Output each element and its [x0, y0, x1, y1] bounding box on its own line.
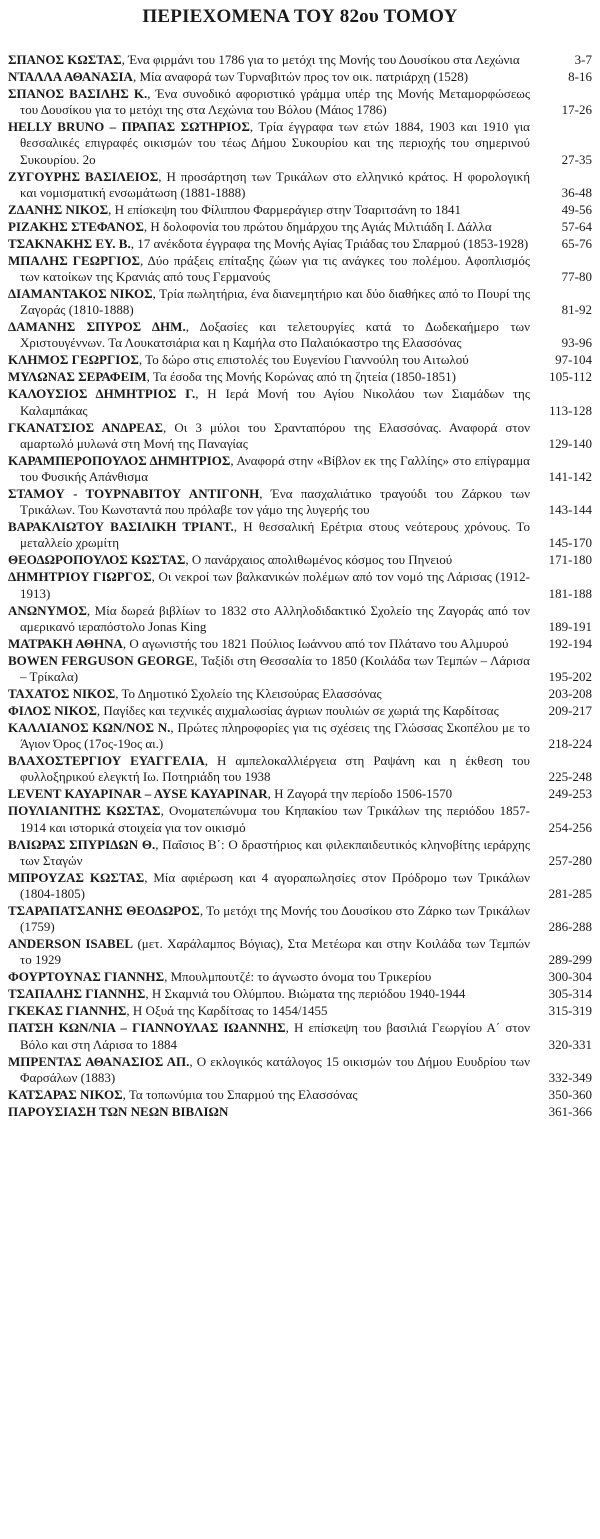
entry-title: , Οι νεκροί των βαλκανικών πολέμων από τον νομό της Λάρισας (1912-1913)	[20, 569, 530, 601]
toc-entry	[8, 969, 592, 985]
entry-pages: 145-170	[548, 535, 592, 551]
entry-title: , Ο αγωνιστής του 1821 Πούλιος Ιωάννου από τον Πλάτανο του Αλμυρού	[122, 635, 509, 651]
entry-author: ΚΑΤΣΑΡΑΣ ΝΙΚΟΣ	[8, 1086, 123, 1102]
entry-title: , Το μετόχι της Μονής του Δουσίκου στο Ζάρκο των Τρικάλων (1759)	[20, 903, 530, 935]
entry-pages: 300-304	[548, 969, 592, 985]
toc-entry	[8, 386, 592, 418]
toc-entry	[8, 903, 592, 935]
entry-title: , Δύο πράξεις επίταξης ζώων για τις ανάγκες του πολέμου. Αφοπλισμός των κατοίκων της Κρανιάς από τους Γερμανούς	[20, 252, 531, 285]
entry-pages: 171-180	[548, 552, 592, 568]
entry-author: ΚΑΛΛΙΑΝΟΣ ΚΩΝ/ΝΟΣ Ν.	[8, 720, 171, 736]
entry-title: , Η Ιερά Μονή του Αγίου Νικολάου των Σιαμάδων της Καλαμπάκας	[20, 386, 530, 418]
toc-entry	[8, 753, 592, 785]
toc-entry	[8, 552, 592, 568]
entry-title: , Ο πανάρχαιος απολιθωμένος κόσμος του Πηνειού	[185, 552, 453, 568]
entry-pages: 81-92	[561, 302, 592, 318]
entry-pages: 3-7	[574, 52, 592, 67]
entry-title: , Ένα συνοδικό αφοριστικό γράμμα υπέρ της Μονής Μεταμορφώσεως του Δουσίκου για το μετόχι της στα Λεχώνια του Βόλου (Μάιος 1786)	[20, 86, 530, 118]
entry-pages: 315-319	[548, 1003, 592, 1019]
entry-title: , Ένα πασχαλιάτικο τραγούδι του Ζάρκου των Τρικάλων. Του Κωνσταντά που πρόλαβε τον γάμο της λυγερής του	[20, 486, 530, 518]
entry-author: ΠΟΥΛΙΑΝΙΤΗΣ ΚΩΣΤΑΣ	[8, 803, 161, 819]
entry-title: , Τα έσοδα της Μονής Κορώνας από τη ζητεία (1850-1851)	[146, 369, 456, 385]
toc-entry	[8, 319, 592, 351]
entry-pages: 113-128	[549, 402, 592, 418]
toc-entry	[8, 603, 592, 635]
entry-title: , Η αμπελοκαλλιέργεια στη Ραψάνη και η έκθεση του φυλλοξηρικού ελεγκτή Ιω. Ποτηριάδη του 1938	[20, 753, 530, 785]
toc-entry	[8, 837, 592, 869]
entry-title: , Μία αναφορά των Τυρναβιτών προς τον οικ. πατριάρχη (1528)	[132, 69, 469, 84]
entry-author: ΑΝΩΝΥΜΟΣ	[8, 602, 87, 618]
entry-author: ANDERSON ISABEL	[8, 936, 134, 952]
entry-title: , Η Ζαγορά την περίοδο 1506-1570	[267, 786, 453, 802]
entry-author: ΣΤΑΜΟΥ - ΤΟΥΡΝΑΒΙΤΟΥ ΑΝΤΙΓΟΝΗ	[8, 486, 260, 502]
toc-entry	[8, 720, 592, 752]
toc-entry	[8, 636, 592, 652]
toc-entry	[8, 870, 592, 902]
entry-title: , Ταξίδι στη Θεσσαλία το 1850 (Κοιλάδα των Τεμπών – Λάρισα – Τρίκαλα)	[20, 652, 530, 685]
entry-author: ΦΟΥΡΤΟΥΝΑΣ ΓΙΑΝΝΗΣ	[8, 969, 165, 985]
toc-entry	[8, 1087, 592, 1103]
entry-author: ΖΔΑΝΗΣ ΝΙΚΟΣ	[8, 201, 109, 217]
entry-title: , Ο εκλογικός κατάλογος 15 οικισμών του Δήμου Ευυδρίου των Φαρσάλων (1883)	[20, 1053, 530, 1085]
entry-author: ΚΑΛΟΥΣΙΟΣ ΔΗΜΗΤΡΙΟΣ Γ.	[8, 386, 196, 402]
entry-title: , Ένα φιρμάνι του 1786 για το μετόχι της Μονής του Δουσίκου στα Λεχώνια	[121, 52, 520, 67]
entry-author: ΔΑΜΑΝΗΣ ΣΠΥΡΟΣ ΔΗΜ.	[8, 319, 186, 335]
toc-entry	[8, 653, 592, 685]
entry-title: , Οι 3 μύλοι του Σρανταπόρου της Ελασσόνας. Αναφορά στον αμαρτωλό μυλωνά στη Μονή της Παναγίας	[20, 419, 530, 451]
entry-title: ΠΑΡΟΥΣΙΑΣΗ ΤΩΝ ΝΕΩΝ ΒΙΒΛΙΩΝ	[8, 1103, 229, 1119]
toc-entry	[8, 236, 592, 252]
entry-pages: 289-299	[548, 952, 592, 968]
entry-author: ΜΠΡΕΝΤΑΣ ΑΘΑΝΑΣΙΟΣ ΑΠ.	[8, 1053, 190, 1069]
entry-pages: 350-360	[548, 1086, 592, 1102]
toc-entry	[8, 686, 592, 702]
toc-entry	[8, 803, 592, 835]
toc-entry	[8, 286, 592, 318]
entry-title: , Τα τοπωνύμια του Σπαρμού της Ελασσόνας	[122, 1086, 358, 1102]
entry-author: ΔΗΜΗΤΡΙΟΥ ΓΙΩΡΓΟΣ	[8, 569, 152, 585]
entry-author: ΤΣΑΚΝΑΚΗΣ ΕΥ. Β.	[8, 235, 131, 251]
entry-author: ΒΑΡΑΚΛΙΩΤΟΥ ΒΑΣΙΛΙΚΗ ΤΡΙΑΝΤ.	[8, 519, 234, 535]
entry-author: ΜΥΛΩΝΑΣ ΣΕΡΑΦΕΙΜ	[8, 369, 147, 385]
toc-entry	[8, 486, 592, 518]
entry-author: ΜΑΤΡΑΚΗ ΑΘΗΝΑ	[8, 635, 123, 651]
entry-title: , Η δολοφονία του πρώτου δημάρχου της Αγιάς Μιλτιάδη Ι. Δάλλα	[143, 218, 492, 234]
entry-pages: 320-331	[548, 1036, 592, 1052]
entry-pages: 225-248	[548, 769, 592, 785]
toc-entry	[8, 936, 592, 968]
entry-pages: 65-76	[561, 235, 592, 251]
toc-entry	[8, 786, 592, 802]
entry-pages: 249-253	[548, 786, 592, 802]
toc-entry	[8, 119, 592, 168]
entry-pages: 203-208	[548, 686, 592, 702]
entry-title: , Η Οξυά της Καρδίτσας το 1454/1455	[126, 1003, 328, 1019]
toc-entry	[8, 202, 592, 218]
entry-pages: 181-188	[548, 585, 592, 601]
entry-title: , Το Δημοτικό Σχολείο της Κλεισούρας Ελασσόνας	[115, 686, 382, 702]
entry-author: ΤΣΑΡΑΠΑΤΣΑΝΗΣ ΘΕΟΔΩΡΟΣ	[8, 903, 200, 919]
entry-pages: 57-64	[561, 218, 592, 234]
entry-title: , Τρία έγγραφα των ετών 1884, 1903 και 1910 για θεσσαλικές επιγραφές οικισμών του τέως Δήμου Συκουρίου και της περιοχής του σημερινού Συκουρίου. 2ο	[20, 119, 530, 167]
toc-entry	[8, 52, 592, 68]
entry-pages: 254-256	[548, 819, 592, 835]
entry-title: (μετ. Χαράλαμπος Βόγιας), Στα Μετέωρα και στην Κοιλάδα των Τεμπών το 1929	[20, 936, 530, 968]
entry-pages: 17-26	[561, 102, 592, 118]
entry-author: ΜΠΡΟΥΖΑΣ ΚΩΣΤΑΣ	[8, 869, 145, 885]
entry-title: , Η επίσκεψη του βασιλιά Γεωργίου Α΄ στον Βόλο και στη Λάρισα το 1884	[20, 1020, 530, 1052]
entry-pages: 36-48	[561, 184, 592, 200]
entry-pages: 93-96	[561, 335, 592, 351]
entry-pages: 143-144	[548, 502, 592, 518]
entry-author: ΚΑΡΑΜΠΕΡΟΠΟΥΛΟΣ ΔΗΜΗΤΡΙΟΣ	[8, 452, 231, 468]
entry-title: , Πρώτες πληροφορίες για τις σχέσεις της Γλώσσας Σκοπέλου με το Άγιον Όρος (17ος-19ος αι.)	[20, 720, 530, 752]
entry-author: ΖΥΓΟΥΡΗΣ ΒΑΣΙΛΕΙΟΣ	[8, 168, 159, 184]
toc-entry	[8, 219, 592, 235]
entry-pages: 97-104	[555, 352, 592, 368]
entry-title: , 17 ανέκδοτα έγγραφα της Μονής Αγίας Τριάδας του Σπαρμού (1853-1928)	[130, 235, 529, 251]
toc-entry	[8, 169, 592, 201]
entry-title: , Παΐσιος Β΄: Ο δραστήριος και φιλεκπαιδευτικός κληνοβίτης ιεράρχης των Σταγών	[20, 836, 530, 868]
toc-entry	[8, 1054, 592, 1086]
entry-pages: 27-35	[561, 151, 592, 167]
table-of-contents	[8, 52, 592, 1121]
entry-title: , Μία αφιέρωση και 4 αγοραπωλησίες στον Πρόδρομο των Τρικάλων (1804-1805)	[20, 869, 530, 902]
entry-pages: 77-80	[561, 269, 592, 285]
entry-pages: 332-349	[548, 1069, 592, 1085]
entry-author: ΣΠΑΝΟΣ ΚΩΣΤΑΣ	[8, 52, 122, 67]
entry-author: ΔΙΑΜΑΝΤΑΚΟΣ ΝΙΚΟΣ	[8, 286, 153, 302]
entry-author: BOWEN FERGUSON GEORGE	[8, 652, 195, 668]
entry-title: , Η προσάρτηση των Τρικάλων στο ελληνικό κράτος. Η φορολογική και νομισματική ενσωμάτωση (1881-1888)	[20, 168, 530, 200]
entry-title: , Μία δωρεά βιβλίων το 1832 στο Αλληλοδιδακτικό Σχολείο της Ζαγοράς από τον αμερικανό ιεραπόστολο Jonas King	[20, 602, 530, 634]
entry-pages: 218-224	[548, 736, 592, 752]
toc-entry	[8, 420, 592, 452]
entry-author: ΚΛΗΜΟΣ ΓΕΩΡΓΙΟΣ	[8, 352, 139, 368]
entry-title: , Μπουλμπουτζέ: το άγνωστο όνομα του Τρικερίου	[164, 969, 432, 985]
entry-author: ΒΛΑΧΟΣΤΕΡΓΙΟΥ ΕΥΑΓΓΕΛΙΑ	[8, 753, 205, 769]
entry-pages: 105-112	[549, 369, 592, 385]
entry-title: , Το δώρο στις επιστολές του Ευγενίου Γιαννούλη του Αιτωλού	[138, 352, 469, 368]
toc-entry	[8, 253, 592, 285]
toc-entry	[8, 1020, 592, 1052]
entry-pages: 129-140	[548, 435, 592, 451]
entry-title: , Η επίσκεψη του Φίλιππου Φαρμεράγιερ στην Τσαριτσάνη το 1841	[108, 201, 461, 217]
entry-title: , Η Σκαμνιά του Ολύμπου. Βιώματα της περιόδου 1940-1944	[145, 986, 466, 1002]
entry-author: ΤΣΑΠΑΛΗΣ ΓΙΑΝΝΗΣ	[8, 986, 146, 1002]
entry-pages: 195-202	[548, 669, 592, 685]
entry-pages: 209-217	[548, 703, 592, 719]
entry-title: , Παγίδες και τεχνικές αιχμαλωσίας άγριων πουλιών σε χωριά της Καρδίτσας	[96, 703, 499, 719]
entry-pages: 8-16	[568, 69, 592, 84]
entry-author: ΓΚΕΚΑΣ ΓΙΑΝΝΗΣ	[8, 1003, 127, 1019]
entry-author: ΓΚΑΝΑΤΣΙΟΣ ΑΝΔΡΕΑΣ	[8, 419, 163, 435]
entry-author: ΤΑΧΑΤΟΣ ΝΙΚΟΣ	[8, 686, 116, 702]
entry-pages: 141-142	[548, 469, 592, 485]
entry-pages: 281-285	[548, 886, 592, 902]
toc-entry	[8, 86, 592, 118]
toc-entry	[8, 569, 592, 601]
entry-author: ΒΛΙΩΡΑΣ ΣΠΥΡΙΔΩΝ Θ.	[8, 836, 156, 852]
entry-author: LEVENT KAYAPINAR – AYSE KAYAPINAR	[8, 786, 268, 802]
toc-entry	[8, 519, 592, 551]
entry-pages: 192-194	[548, 635, 592, 651]
toc-entry	[8, 986, 592, 1002]
toc-entry	[8, 369, 592, 385]
toc-entry	[8, 703, 592, 719]
entry-pages: 189-191	[548, 618, 592, 634]
entry-pages: 49-56	[561, 201, 592, 217]
toc-entry	[8, 352, 592, 368]
entry-title: , Αναφορά στην «Βίβλον εκ της Γαλλίης» στο επίγραμμα του Φυσικής Απάνθισμα	[20, 452, 530, 485]
toc-entry	[8, 1104, 592, 1120]
entry-pages: 305-314	[548, 986, 592, 1002]
entry-author: HELLY BRUNO – ΠΡΑΠΑΣ ΣΩΤΗΡΙΟΣ	[8, 119, 250, 135]
entry-title: , Δοξασίες και τελετουργίες κατά το Δωδεκαήμερο των Χριστουγέννων. Τα Λουκατσιάρια και η Καμήλα στο Παλαιόκαστρο της Ελασσόνας	[20, 319, 530, 351]
page-title: ΠΕΡΙΕΧΟΜΕΝΑ ΤΟΥ 82ου ΤΟΜΟΥ	[142, 6, 458, 27]
entry-pages: 361-366	[548, 1103, 592, 1119]
toc-entry	[8, 453, 592, 485]
entry-pages: 257-280	[548, 852, 592, 868]
entry-author: ΜΠΑΛΗΣ ΓΕΩΡΓΙΟΣ	[8, 252, 140, 268]
entry-author: ΡΙΖΑΚΗΣ ΣΤΕΦΑΝΟΣ	[8, 218, 144, 234]
entry-author: ΝΤΑΛΛΑ ΑΘΑΝΑΣΙΑ	[8, 69, 133, 84]
entry-pages: 286-288	[548, 919, 592, 935]
entry-author: ΣΠΑΝΟΣ ΒΑΣΙΛΗΣ Κ.	[8, 86, 148, 101]
entry-author: ΘΕΟΔΩΡΟΠΟΥΛΟΣ ΚΩΣΤΑΣ	[8, 552, 186, 568]
toc-entry	[8, 1003, 592, 1019]
entry-title: , Τρία πωλητήρια, ένα διανεμητήριο και δύο διαθήκες από το Πουρί της Ζαγοράς (1810-1888)	[20, 286, 531, 318]
entry-title: , Ονοματεπώνυμα του Κηπακίου των Τρικάλων της περιόδου 1857-1914 και ιστορικά στοιχεία για τον οικισμό	[20, 803, 530, 835]
entry-author: ΦΙΛΟΣ ΝΙΚΟΣ	[8, 703, 97, 719]
toc-entry	[8, 69, 592, 85]
entry-author: ΠΑΤΣΗ ΚΩΝ/ΝΙΑ – ΓΙΑΝΝΟΥΛΑΣ ΙΩΑΝΝΗΣ	[8, 1020, 286, 1036]
entry-title: , Η θεσσαλική Ερέτρια στους νεότερους χρόνους. Το μεταλλείο χρωμίτη	[20, 519, 530, 551]
